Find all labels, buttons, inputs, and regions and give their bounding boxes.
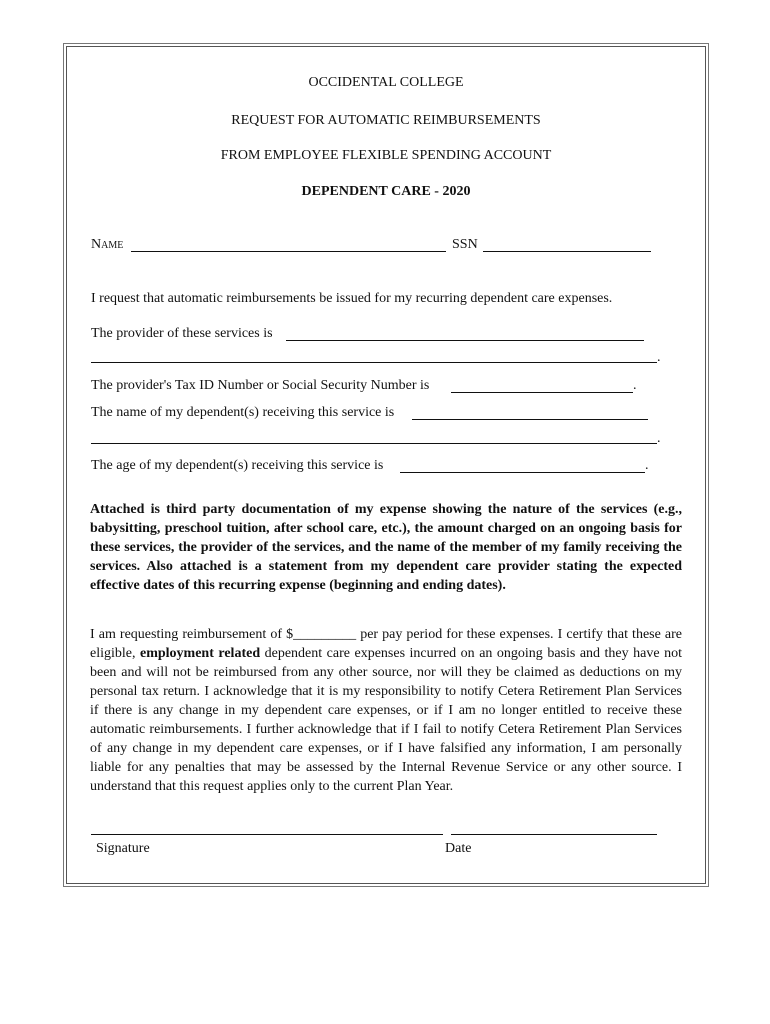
ssn-label: SSN <box>452 237 478 252</box>
attachment-paragraph: Attached is third party documentation of my expense showing the nature of the services (e.g., babysitting, preschool tuition, after school care, etc.), the amount charged on an ongoing basis for these services, the provider of the services, and the name of the member of my family receiving the services. Also attached is a statement from my dependent care provider stating the expected effective dates of this recurring expense (beginning and ending dates). <box>90 502 682 593</box>
name-label: Name <box>91 237 124 252</box>
form-subtitle: DEPENDENT CARE - 2020 <box>301 184 471 199</box>
dependent-age-input-line[interactable] <box>400 472 645 473</box>
tax-id-input-line[interactable] <box>451 392 633 393</box>
provider-input-line-2[interactable] <box>91 362 657 363</box>
form-title-line1: REQUEST FOR AUTOMATIC REIMBURSEMENTS <box>231 113 541 128</box>
dependent-name-input-line[interactable] <box>412 419 648 420</box>
ssn-input-line[interactable] <box>483 251 651 252</box>
form-title-line2: FROM EMPLOYEE FLEXIBLE SPENDING ACCOUNT <box>220 148 552 163</box>
employment-related-term: employment related <box>140 646 261 661</box>
date-label: Date <box>445 841 472 856</box>
signature-line[interactable] <box>91 834 443 835</box>
dependent-age-period: . <box>645 458 649 473</box>
provider-input-line[interactable] <box>286 340 644 341</box>
signature-label: Signature <box>96 841 150 856</box>
dependent-name-label: The name of my dependent(s) receiving this service is <box>91 405 395 420</box>
tax-id-period: . <box>633 378 637 393</box>
request-statement: I request that automatic reimbursements be issued for my recurring dependent care expenses. <box>91 291 613 306</box>
dependent-name-period: . <box>657 431 661 446</box>
certification-paragraph <box>90 625 682 796</box>
college-name: OCCIDENTAL COLLEGE <box>308 75 464 90</box>
dependent-name-input-line-2[interactable] <box>91 443 657 444</box>
certification-text-3: dependent care expenses incurred on an ongoing basis and they have not been and will not be reimbursed from any other source, nor will they be claimed as deductions on my personal tax return. I acknowledge that it is my responsibility to notify Cetera Retirement Plan Services if there is any change in my dependent care expenses, or if I am no longer entitled to receive these automatic reimbursements. I further acknowledge that if I fail to notify Cetera Retirement Plan Services of any change in my dependent care expenses, or if I have falsified any information, I am personally liable for any penalties that may be assessed by the Internal Revenue Service or any other source. I understand that this request applies only to the current Plan Year. <box>90 646 682 794</box>
tax-id-label: The provider's Tax ID Number or Social Security Number is <box>91 378 430 393</box>
certification-text-1: I am requesting reimbursement of $ <box>90 627 294 642</box>
dependent-age-label: The age of my dependent(s) receiving this service is <box>91 458 384 473</box>
provider-period: . <box>657 350 661 365</box>
amount-blank[interactable]: _________ <box>293 627 357 642</box>
date-line[interactable] <box>451 834 657 835</box>
name-input-line[interactable] <box>131 251 446 252</box>
certification-text-2: per pay period for these expenses. I certify that these are eligible, <box>90 627 682 661</box>
provider-label: The provider of these services is <box>91 326 273 341</box>
